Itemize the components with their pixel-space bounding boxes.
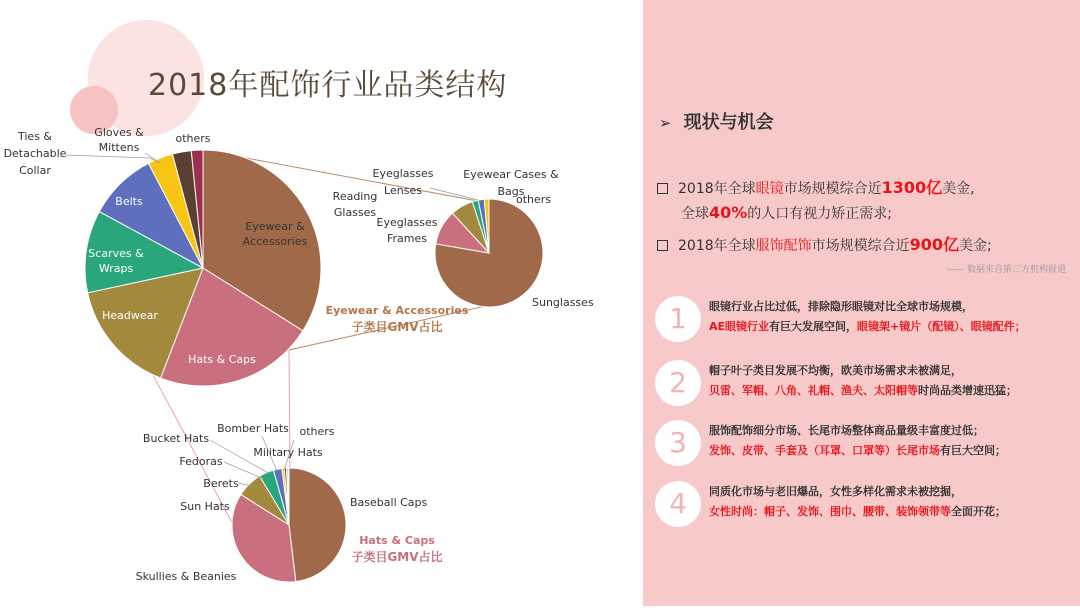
b1l2-number: 40% — [709, 203, 748, 222]
leader-ties — [66, 155, 160, 163]
label-bomber: Bomber Hats — [217, 422, 289, 435]
opportunity-item-4 — [655, 481, 1075, 531]
item-highlight-2: 眼镜架+镜片（配镜）、眼镜配件； — [857, 320, 1026, 333]
label-lenses-line2: Lenses — [384, 184, 422, 197]
caption-hat-line2: 子类目GMV占比 — [351, 550, 443, 564]
label-reading-line1: Reading — [332, 190, 378, 203]
b2-red: 服饰配饰 — [755, 238, 812, 254]
label-frames-line1: Eyeglasses — [376, 216, 438, 229]
item-highlight: AE眼镜行业 — [709, 320, 770, 333]
label-gloves-line1: Gloves & — [94, 126, 144, 139]
item-text-line1: 服饰配饰细分市场、长尾市场整体商品量级丰富度过低； — [709, 424, 984, 437]
label-eye-others: others — [516, 193, 552, 206]
label-berets: Berets — [203, 477, 239, 490]
label-lenses-line1: Eyeglasses — [372, 167, 434, 180]
item-highlight: 女性时尚：帽子、发饰、围巾、腰带、装饰领带等 — [709, 505, 951, 518]
b2-text3: 美金; — [959, 238, 992, 254]
caption-eye-line2: 子类目GMV占比 — [351, 320, 443, 334]
label-cases-line2: Bags — [497, 185, 525, 198]
label-hat-others: others — [299, 425, 335, 438]
pie-hats — [232, 468, 346, 582]
item-plain: 时尚品类增速迅猛； — [918, 384, 1017, 397]
bullet-apparel-market — [657, 232, 992, 255]
b1-number: 1300亿 — [881, 178, 943, 197]
item-plain: 有巨大发展空间， — [769, 320, 858, 333]
label-sunhats: Sun Hats — [180, 500, 230, 513]
item-plain: 有巨大空间； — [940, 444, 1006, 457]
label-scarves-line1: Scarves & — [88, 247, 144, 260]
item-plain: 全面开花； — [951, 505, 1006, 518]
item-text-line1: 同质化市场与老旧爆品，女性多样化需求未被挖掘， — [709, 485, 962, 498]
label-reading-line2: Glasses — [333, 206, 377, 219]
label-headwear: Headwear — [102, 309, 158, 322]
caption-eye-line1: Eyewear & Accessories — [325, 304, 469, 317]
hats-slice-baseball-caps — [289, 468, 346, 582]
label-skullies: Skullies & Beanies — [135, 570, 237, 583]
opportunity-item-3 — [655, 420, 1075, 470]
label-hats-caps: Hats & Caps — [188, 353, 256, 366]
label-ties-line3: Collar — [19, 164, 51, 177]
leader-gloves — [145, 153, 156, 160]
item-text-line1: 帽子叶子类目发展不均衡，欧美市场需求未被满足， — [709, 364, 962, 377]
b1l2-text2: 的人口有视力矫正需求; — [747, 206, 893, 222]
section-title-text: 现状与机会 — [683, 112, 774, 133]
item-highlight: 贝雷、军帽、八角、礼帽、渔夫、太阳帽等 — [709, 384, 918, 397]
item-text-line2 — [709, 318, 1026, 334]
opportunity-item-2 — [655, 360, 1075, 410]
b1-red: 眼镜 — [755, 181, 784, 197]
square-bullet-icon — [657, 240, 668, 251]
info-panel — [643, 0, 1080, 606]
item-highlight: 发饰、皮带、手套及（耳罩、口罩等）长尾市场 — [709, 444, 940, 457]
number-circle: 1 — [655, 296, 701, 342]
label-baseball: Baseball Caps — [350, 496, 428, 509]
label-gloves-line2: Mittens — [98, 141, 140, 154]
b2-number: 900亿 — [909, 235, 960, 254]
page-title: 2018年配饰行业品类结构 — [148, 68, 508, 103]
label-belts: Belts — [115, 195, 143, 208]
source-note: —— 数据来自第三方机构报道 — [946, 265, 1066, 275]
label-bucket: Bucket Hats — [142, 432, 210, 445]
item-text-line2 — [709, 442, 1006, 458]
arrow-icon: ➢ — [659, 114, 672, 132]
label-eyewear-line1: Eyewear & — [245, 220, 305, 233]
pie-eyewear — [435, 199, 543, 307]
bullet-eyewear-market — [657, 175, 975, 198]
item-text-line2 — [709, 382, 1017, 398]
label-frames-line2: Frames — [386, 232, 428, 245]
item-text-line2 — [709, 503, 1006, 519]
bullet-eyewear-line2 — [681, 203, 892, 223]
b2-text2: 市场规模综合近 — [811, 238, 910, 254]
item-text-line1: 眼镜行业占比过低，排除隐形眼镜对比全球市场规模， — [709, 300, 973, 313]
label-fedoras: Fedoras — [179, 455, 223, 468]
b1-text1: 2018年全球 — [678, 181, 756, 197]
label-eyewear-line2: Accessories — [242, 235, 308, 248]
number-circle: 2 — [655, 360, 701, 406]
label-ties-line1: Ties & — [17, 130, 53, 143]
square-bullet-icon — [657, 183, 668, 194]
b1l2-text1: 全球 — [681, 206, 709, 222]
label-main-others: others — [175, 132, 211, 145]
b1-text3: 美金, — [942, 181, 975, 197]
opportunity-item-1 — [655, 296, 1075, 346]
number-circle: 4 — [655, 481, 701, 527]
label-sunglasses: Sunglasses — [532, 296, 594, 309]
section-title — [659, 108, 774, 134]
label-scarves-line2: Wraps — [98, 262, 134, 275]
number-circle: 3 — [655, 420, 701, 466]
b1-text2: 市场规模综合近 — [783, 181, 882, 197]
label-cases-line1: Eyewear Cases & — [463, 168, 559, 181]
label-military: Military Hats — [253, 446, 323, 459]
label-ties-line2: Detachable — [3, 147, 67, 160]
b2-text1: 2018年全球 — [678, 238, 756, 254]
caption-hat-line1: Hats & Caps — [359, 534, 435, 547]
